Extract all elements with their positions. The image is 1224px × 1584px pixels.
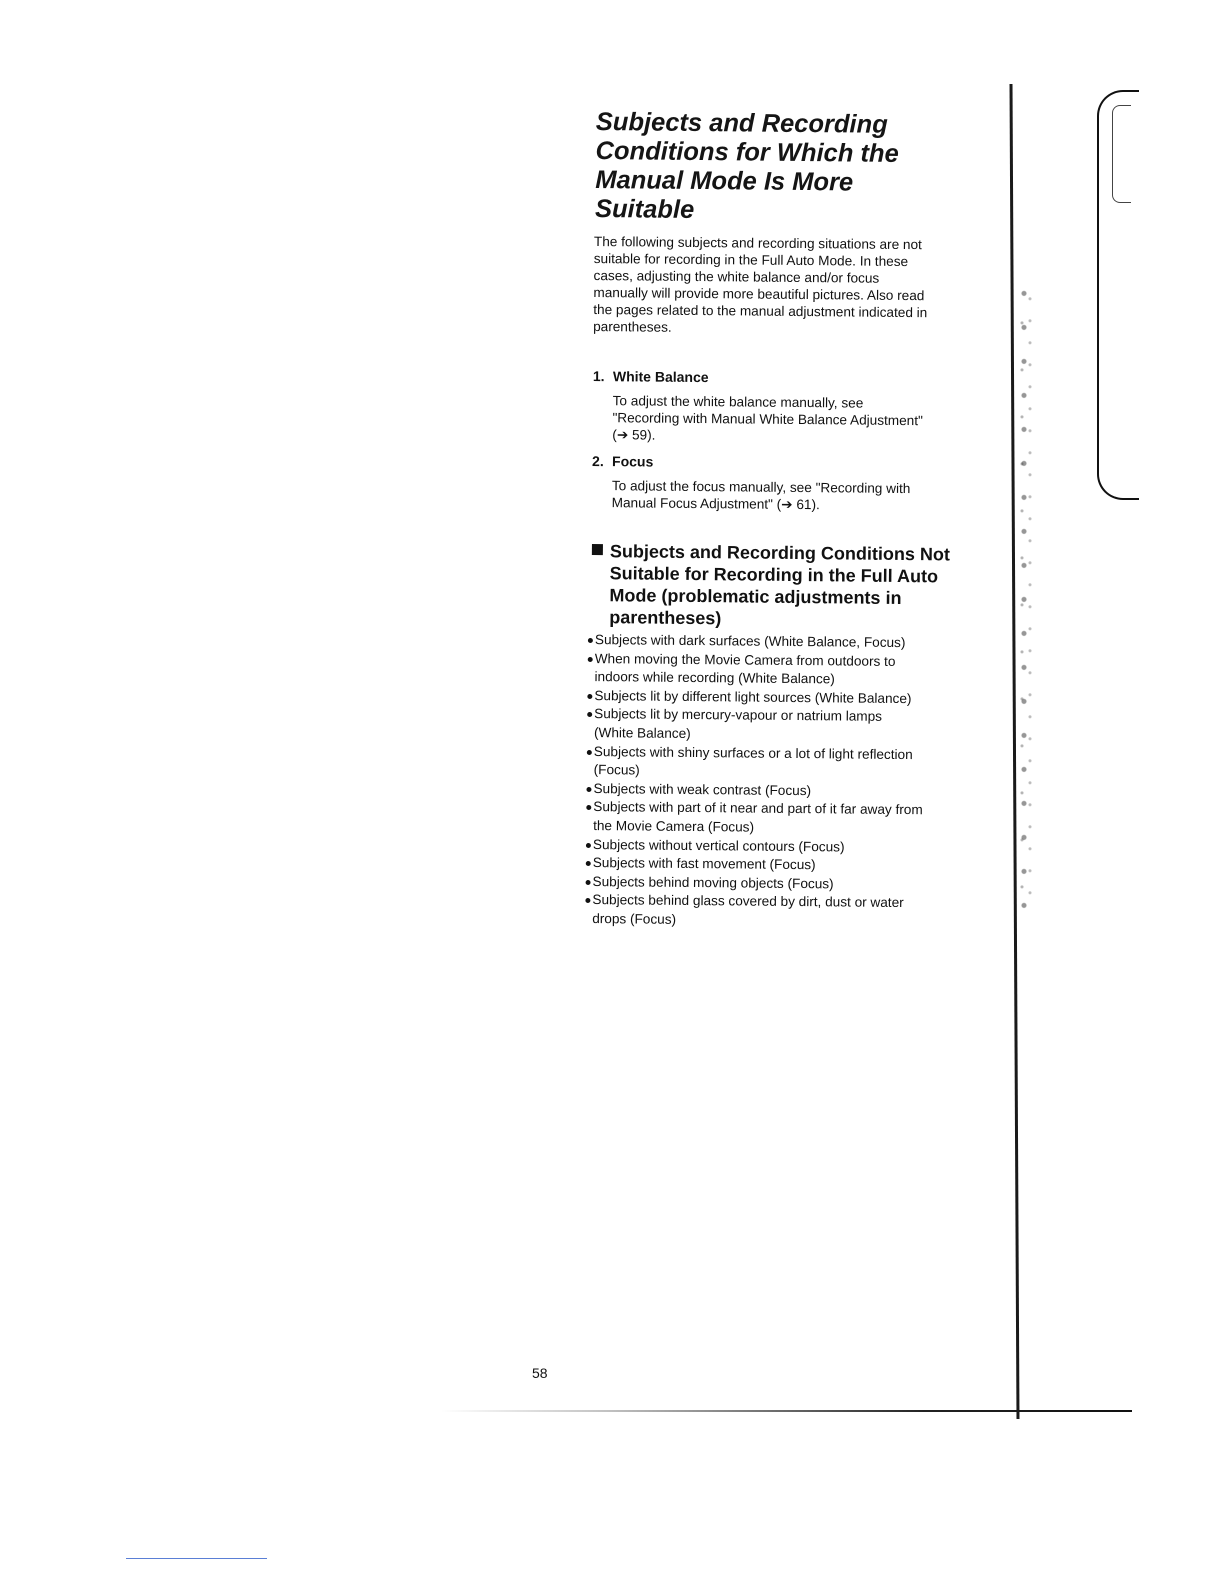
bullet-dot-icon	[587, 712, 592, 717]
list-item-line: Subjects with part of it near and part of it far away from	[593, 799, 923, 818]
item-heading-text: White Balance	[612, 368, 709, 386]
body-line: To adjust the white balance manually, see	[612, 393, 864, 411]
list-item-line: Subjects behind glass covered by dirt, dust or water	[592, 892, 904, 911]
list-item-line: Subjects with weak contrast (Focus)	[593, 780, 812, 798]
section-heading-line: Mode (problematic adjustments in	[609, 585, 902, 608]
square-bullet-icon	[592, 544, 603, 555]
numbered-item-body	[592, 393, 972, 447]
list-item-line: drops (Focus)	[592, 910, 677, 927]
list-item-line: indoors while recording (White Balance)	[594, 669, 835, 687]
bullet-list	[585, 631, 973, 932]
body-line: "Recording with Manual White Balance Adjustment"	[612, 410, 923, 429]
body-line: To adjust the focus manually, see "Recording with	[611, 477, 911, 496]
bullet-dot-icon	[586, 787, 591, 792]
body-line: (➔ 59).	[612, 427, 656, 443]
intro-line: parentheses.	[593, 318, 672, 335]
title-line: Conditions for Which the	[595, 136, 899, 168]
intro-line: The following subjects and recording situations are not	[593, 234, 922, 253]
bullet-dot-icon	[587, 694, 592, 699]
item-number: 2.	[592, 452, 604, 469]
bullet-dot-icon	[586, 805, 591, 810]
numbered-item-focus	[592, 452, 973, 515]
title-line: Suitable	[594, 194, 695, 224]
bullet-dot-icon	[586, 843, 591, 848]
list-item-line: the Movie Camera (Focus)	[593, 817, 755, 835]
page-title	[595, 108, 976, 228]
list-item-line: Subjects with fast movement (Focus)	[592, 855, 816, 873]
list-item-line: Subjects with shiny surfaces or a lot of light reflection	[593, 743, 913, 762]
list-item-line: (Focus)	[593, 762, 640, 778]
numbered-item-body	[592, 478, 972, 515]
section-heading-line: parentheses)	[609, 607, 722, 629]
list-item-line: Subjects with dark surfaces (White Balance, Focus)	[594, 632, 906, 651]
scan-noise	[1018, 290, 1038, 910]
intro-line: cases, adjusting the white balance and/or focus	[593, 267, 880, 286]
list-item	[585, 891, 970, 932]
list-item-line: (White Balance)	[593, 725, 691, 741]
list-item-line: Subjects lit by different light sources (White Balance)	[594, 687, 912, 706]
section-heading	[589, 540, 970, 632]
intro-paragraph	[593, 234, 970, 339]
numbered-item-white-balance	[592, 367, 973, 447]
intro-line: suitable for recording in the Full Auto Mode. In these	[593, 250, 909, 269]
numbered-list	[592, 367, 973, 523]
section-heading-line: Suitable for Recording in the Full Auto	[609, 563, 939, 587]
item-heading-text: Focus	[612, 452, 654, 470]
bullet-dot-icon	[586, 880, 591, 885]
numbered-item-heading	[592, 452, 972, 474]
list-item-line: Subjects lit by mercury-vapour or natrium lamps	[594, 706, 883, 725]
intro-line: manually will provide more beautiful pictures. Also read	[593, 284, 925, 303]
list-item	[587, 705, 972, 746]
footer-rule	[126, 1558, 267, 1559]
list-item	[587, 743, 972, 784]
list-item-line: Subjects without vertical contours (Focus)	[592, 836, 845, 855]
list-item	[587, 650, 972, 691]
section-heading-text	[589, 540, 970, 632]
bullet-dot-icon	[587, 750, 592, 755]
body-line: Manual Focus Adjustment" (➔ 61).	[611, 494, 820, 512]
bullet-dot-icon	[586, 861, 591, 866]
section-heading-line: Subjects and Recording Conditions Not	[609, 541, 950, 565]
numbered-item-heading	[593, 367, 973, 389]
bullet-dot-icon	[588, 657, 593, 662]
title-line: Subjects and Recording	[595, 108, 888, 139]
list-item-line: When moving the Movie Camera from outdoors to	[594, 650, 896, 669]
intro-line: the pages related to the manual adjustment indicated in	[593, 301, 928, 320]
title-line: Manual Mode Is More	[595, 165, 854, 197]
bullet-dot-icon	[588, 638, 593, 643]
section-tab-inner-bracket	[1112, 105, 1131, 203]
list-item	[586, 798, 971, 839]
list-item-line: Subjects behind moving objects (Focus)	[592, 873, 834, 892]
bullet-dot-icon	[585, 898, 590, 903]
item-number: 1.	[592, 367, 605, 385]
page-bottom-edge	[440, 1410, 1132, 1412]
page-number: 58	[532, 1365, 548, 1381]
